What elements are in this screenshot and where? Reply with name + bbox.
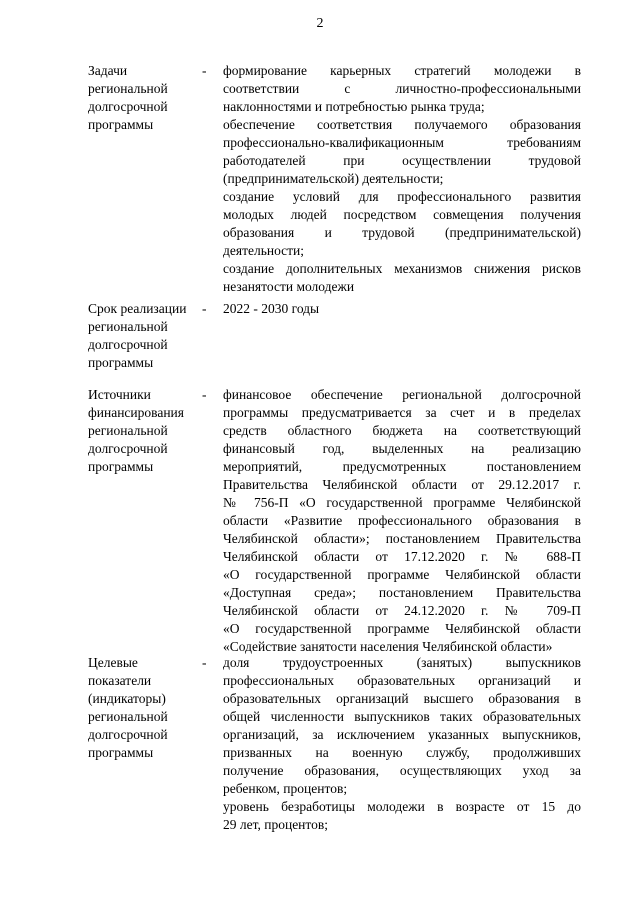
text-line: создание условий для профессионального развития bbox=[223, 189, 581, 204]
text-line: соответствии с личностно-профессиональными bbox=[223, 81, 581, 96]
row-dash: - bbox=[202, 387, 207, 402]
paragraph bbox=[223, 260, 581, 296]
program-passport-table bbox=[0, 62, 640, 854]
row-content bbox=[223, 654, 581, 834]
text-line: (предпринимательской) деятельности; bbox=[223, 171, 444, 186]
text-line: Челябинской области от 17.12.2020 г. № 688-П bbox=[223, 549, 581, 564]
text-line: образования и трудовой (предпринимательской) bbox=[223, 225, 581, 240]
paragraph bbox=[223, 300, 581, 318]
row-label bbox=[88, 62, 200, 134]
paragraph bbox=[223, 116, 581, 188]
row-content bbox=[223, 386, 581, 656]
row-label bbox=[88, 654, 200, 762]
row-period bbox=[0, 300, 640, 386]
text-line: профессионально-квалификационным требованиям bbox=[223, 135, 581, 150]
text-line: 29 лет, процентов; bbox=[223, 817, 329, 832]
text-line: общей численности выпускников таких образовательных bbox=[223, 709, 581, 724]
text-line: мероприятий, предусмотренных постановлением bbox=[223, 459, 581, 474]
paragraph bbox=[223, 654, 581, 798]
label-line: программы bbox=[88, 745, 154, 760]
row-dash: - bbox=[202, 63, 207, 78]
text-line: финансовое обеспечение региональной долгосрочной bbox=[223, 387, 581, 402]
text-line: 2022 - 2030 годы bbox=[223, 301, 320, 316]
text-line: организаций, за исключением указанных выпускников, bbox=[223, 727, 581, 742]
label-line: программы bbox=[88, 117, 154, 132]
text-line: доля трудоустроенных (занятых) выпускников bbox=[223, 655, 581, 670]
text-line: области «Развитие профессионального образования в bbox=[223, 513, 581, 528]
paragraph bbox=[223, 386, 581, 656]
row-content bbox=[223, 300, 581, 318]
paragraph bbox=[223, 798, 581, 834]
page-number: 2 bbox=[316, 16, 324, 31]
text-line: профессиональных образовательных организаций и bbox=[223, 673, 581, 688]
row-label bbox=[88, 300, 200, 372]
text-line: «О государственной программе Челябинской области bbox=[223, 621, 581, 636]
text-line: средств областного бюджета на соответствующий bbox=[223, 423, 581, 438]
label-line: региональной bbox=[88, 81, 168, 96]
text-line: «О государственной программе Челябинской области bbox=[223, 567, 581, 582]
label-line: Срок реализации bbox=[88, 301, 187, 316]
label-line: Задачи bbox=[88, 63, 128, 78]
text-line: ребенком, процентов; bbox=[223, 781, 348, 796]
text-line: образовательных организаций высшего образования в bbox=[223, 691, 581, 706]
label-line: программы bbox=[88, 459, 154, 474]
text-line: наклонностями и потребностью рынка труда; bbox=[223, 99, 485, 114]
row-tasks bbox=[0, 62, 640, 300]
text-line: деятельности; bbox=[223, 243, 305, 258]
label-line: региональной bbox=[88, 423, 168, 438]
row-dash: - bbox=[202, 655, 207, 670]
label-line: Источники bbox=[88, 387, 151, 402]
row-dash: - bbox=[202, 301, 207, 316]
text-line: Челябинской области»; постановлением Правительства bbox=[223, 531, 581, 546]
text-line: «Содействие занятости населения Челябинской области» bbox=[223, 639, 553, 654]
label-line: региональной bbox=[88, 319, 168, 334]
label-line: (индикаторы) bbox=[88, 691, 166, 706]
label-line: показатели bbox=[88, 673, 152, 688]
label-line: долгосрочной bbox=[88, 337, 168, 352]
paragraph bbox=[223, 188, 581, 260]
text-line: уровень безработицы молодежи в возрасте от 15 до bbox=[223, 799, 581, 814]
text-line: программы предусматривается за счет и в пределах bbox=[223, 405, 581, 420]
text-line: Правительства Челябинской области от 29.12.2017 г. bbox=[223, 477, 581, 492]
row-indicators bbox=[0, 654, 640, 854]
row-funding bbox=[0, 386, 640, 654]
text-line: «Доступная среда»; постановлением Правительства bbox=[223, 585, 581, 600]
text-line: призванных на военную службу, продолживших bbox=[223, 745, 581, 760]
text-line: Челябинской области от 24.12.2020 г. № 709-П bbox=[223, 603, 581, 618]
label-line: программы bbox=[88, 355, 154, 370]
label-line: долгосрочной bbox=[88, 441, 168, 456]
text-line: незанятости молодежи bbox=[223, 279, 355, 294]
label-line: долгосрочной bbox=[88, 727, 168, 742]
row-label bbox=[88, 386, 200, 476]
text-line: создание дополнительных механизмов снижения рисков bbox=[223, 261, 581, 276]
row-content bbox=[223, 62, 581, 296]
label-line: финансирования bbox=[88, 405, 184, 420]
paragraph bbox=[223, 62, 581, 116]
text-line: обеспечение соответствия получаемого образования bbox=[223, 117, 581, 132]
text-line: № 756-П «О государственной программе Челябинской bbox=[223, 495, 581, 510]
label-line: Целевые bbox=[88, 655, 138, 670]
label-line: региональной bbox=[88, 709, 168, 724]
text-line: финансовый год, выделенных на реализацию bbox=[223, 441, 581, 456]
text-line: молодых людей посредством совмещения получения bbox=[223, 207, 581, 222]
text-line: работодателей при осуществлении трудовой bbox=[223, 153, 581, 168]
text-line: формирование карьерных стратегий молодежи в bbox=[223, 63, 581, 78]
label-line: долгосрочной bbox=[88, 99, 168, 114]
text-line: получение образования, осуществляющих уход за bbox=[223, 763, 581, 778]
